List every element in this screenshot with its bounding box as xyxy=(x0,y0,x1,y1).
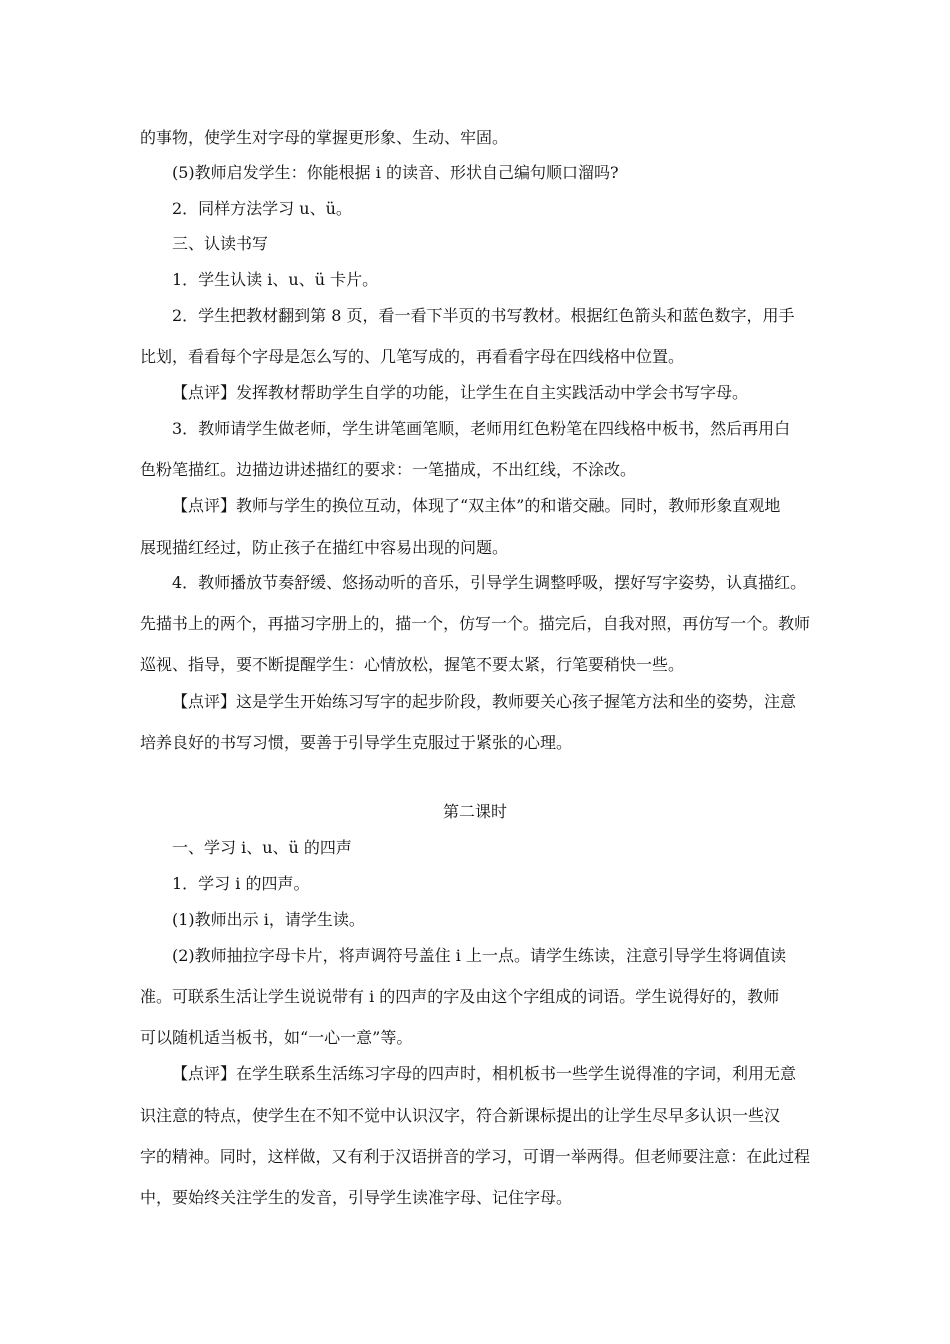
comment-line: 【点评】在学生联系生活练习字母的四声时，相机板书一些学生说得准的字词，利用无意 xyxy=(172,1064,797,1083)
text-line: 培养良好的书写习惯，要善于引导学生克服过于紧张的心理。 xyxy=(140,733,573,752)
text-line: 识注意的特点，使学生在不知不觉中认识汉字，符合新课标提出的让学生尽早多认识一些汉 xyxy=(140,1106,781,1125)
text-line: 1．学生认读 i、u、ü 卡片。 xyxy=(172,270,379,289)
text-line: 比划，看看每个字母是怎么写的、几笔写成的，再看看字母在四线格中位置。 xyxy=(140,347,685,366)
text-line: 色粉笔描红。边描边讲述描红的要求：一笔描成，不出红线，不涂改。 xyxy=(140,460,637,479)
text-line: 准。可联系生活让学生说说带有 i 的四声的字及由这个字组成的词语。学生说得好的，教师 xyxy=(140,987,780,1006)
comment-line: 【点评】教师与学生的换位互动，体现了“双主体”的和谐交融。同时，教师形象直观地 xyxy=(172,496,781,515)
text-line: 巡视、指导，要不断提醒学生：心情放松，握笔不要太紧，行笔要稍快一些。 xyxy=(140,655,685,674)
text-line: 1．学习 i 的四声。 xyxy=(172,874,310,893)
comment-line: 【点评】这是学生开始练习写字的起步阶段，教师要关心孩子握笔方法和坐的姿势，注意 xyxy=(172,692,797,711)
text-line: 字的精神。同时，这样做，又有利于汉语拼音的学习，可谓一举两得。但老师要注意：在此过程 xyxy=(140,1147,811,1166)
text-line: 2．学生把教材翻到第 8 页，看一看下半页的书写教材。根据红色箭头和蓝色数字，用手 xyxy=(172,306,795,325)
section-heading: 一、学习 i、u、ü 的四声 xyxy=(172,838,352,857)
section-heading: 三、认读书写 xyxy=(172,234,269,253)
text-line: (2)教师抽拉字母卡片，将声调符号盖住 i 上一点。请学生练读，注意引导学生将调值读 xyxy=(172,946,786,965)
text-line: 的事物，使学生对字母的掌握更形象、生动、牢固。 xyxy=(140,128,509,147)
text-line: 先描书上的两个，再描习字册上的，描一个，仿写一个。描完后，自我对照，再仿写一个。教师 xyxy=(140,614,811,633)
text-line: 3．教师请学生做老师，学生讲笔画笔顺，老师用红色粉笔在四线格中板书，然后再用白 xyxy=(172,419,791,438)
text-line: 2．同样方法学习 u、ü。 xyxy=(172,199,352,218)
comment-line: 【点评】发挥教材帮助学生自学的功能，让学生在自主实践活动中学会书写字母。 xyxy=(172,383,749,402)
lesson-title: 第二课时 xyxy=(442,802,507,821)
text-line: 4．教师播放节奏舒缓、悠扬动听的音乐，引导学生调整呼吸，摆好写字姿势，认真描红。 xyxy=(172,573,807,592)
text-line: 可以随机适当板书，如“一心一意”等。 xyxy=(140,1028,413,1047)
text-line: (5)教师启发学生：你能根据 i 的读音、形状自己编句顺口溜吗? xyxy=(172,163,619,182)
text-line: (1)教师出示 i，请学生读。 xyxy=(172,910,365,929)
text-line: 中，要始终关注学生的发音，引导学生读准字母、记住字母。 xyxy=(140,1188,573,1207)
text-line: 展现描红经过，防止孩子在描红中容易出现的问题。 xyxy=(140,538,509,557)
